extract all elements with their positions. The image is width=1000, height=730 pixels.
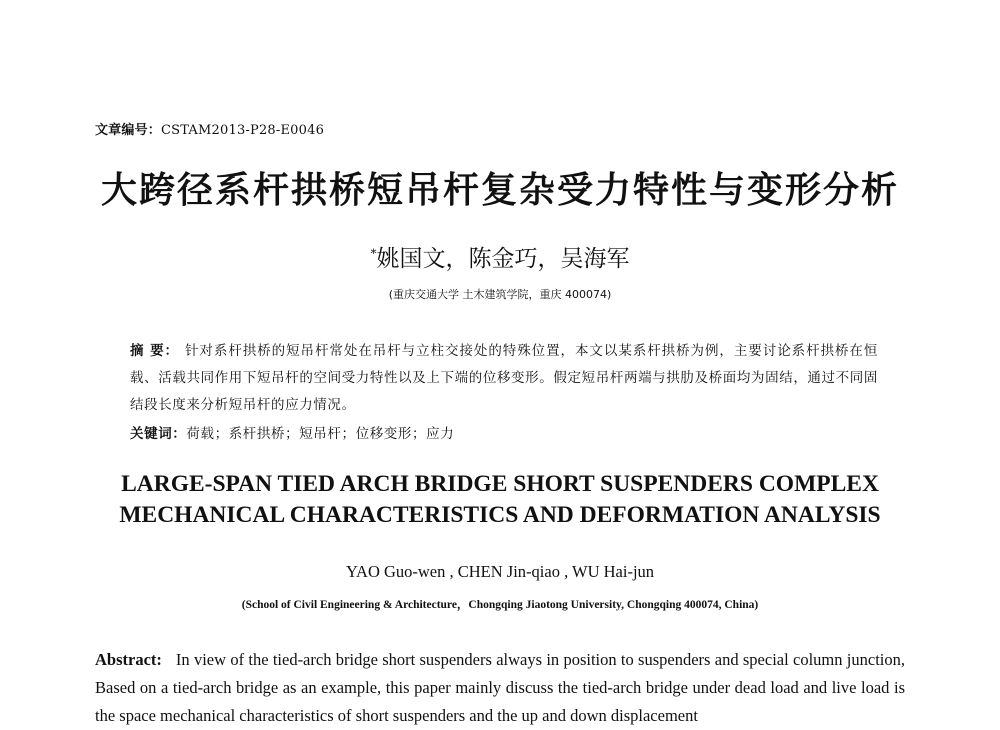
article-number bbox=[95, 119, 324, 138]
article-number-value: CSTAM2013-P28-E0046 bbox=[161, 123, 325, 138]
corresponding-author-mark: * bbox=[370, 246, 377, 261]
english-title bbox=[0, 469, 1000, 531]
chinese-title: 大跨径系杆拱桥短吊杆复杂受力特性与变形分析 bbox=[100, 170, 899, 211]
chinese-keywords-text: 荷载；系杆拱桥；短吊杆；位移变形；应力 bbox=[186, 426, 455, 442]
article-number-label: 文章编号： bbox=[95, 123, 162, 138]
chinese-authors bbox=[0, 240, 1000, 273]
chinese-keywords-label: 关键词： bbox=[130, 426, 187, 442]
english-authors: YAO Guo-wen , CHEN Jin-qiao , WU Hai-jun bbox=[345, 562, 655, 581]
english-abstract-label: Abstract: bbox=[95, 650, 162, 669]
english-title-line-2: MECHANICAL CHARACTERISTICS AND DEFORMATION ANALYSIS bbox=[119, 502, 881, 528]
chinese-abstract-text: 针对系杆拱桥的短吊杆常处在吊杆与立柱交接处的特殊位置，本文以某系杆拱桥为例，主要讨论系杆拱桥在恒载、活载共同作用下短吊杆的空间受力特性以及上下端的位移变形。假定短吊杆两端与拱肋及桥面均为固结，通过不同固结段长度来分析短吊杆的应力情况。 bbox=[130, 343, 878, 413]
chinese-abstract bbox=[130, 338, 878, 419]
english-title-line-1: LARGE-SPAN TIED ARCH BRIDGE SHORT SUSPENDERS COMPLEX bbox=[121, 471, 879, 497]
chinese-affiliation: (重庆交通大学 土木建筑学院，重庆 400074) bbox=[388, 288, 612, 301]
english-abstract bbox=[95, 646, 905, 730]
english-abstract-text: In view of the tied-arch bridge short suspenders always in position to suspenders and special column junction, Based on a tied-arch bridge as an example, this paper mainly discuss the tied-arch bridge under dead load and live load is the space mechanical characteristics of short suspenders and the up and down displacement bbox=[95, 650, 905, 725]
chinese-abstract-label: 摘 要： bbox=[130, 343, 179, 359]
chinese-author-names: 姚国文，陈金巧，吴海军 bbox=[376, 246, 630, 272]
chinese-keywords bbox=[130, 422, 878, 442]
english-affiliation: (School of Civil Engineering & Architecture，Chongqing Jiaotong University, Chongqing 400074, China) bbox=[241, 599, 759, 611]
